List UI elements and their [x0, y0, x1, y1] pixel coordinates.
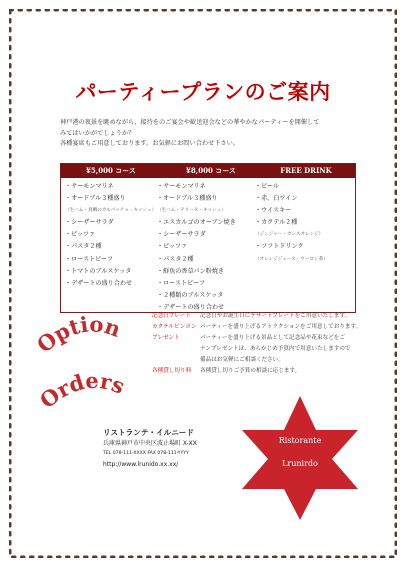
menu-item: ・サーモンマリネ	[157, 183, 206, 190]
option-list	[152, 311, 372, 377]
orders-word: Orders	[34, 367, 129, 414]
option-row	[152, 355, 372, 366]
menu-item: ・シーザーサラダ	[65, 219, 114, 227]
option-row	[152, 333, 372, 344]
shop-name: リストランテ・イルニード	[103, 428, 194, 437]
menu-item: ・パスタ２種	[157, 255, 194, 263]
intro-line: 神戸港の夜景を眺めながら、接待をのご宴会や歓送迎会などの華やかなパーティーを開催して	[60, 119, 320, 126]
menu-item-detail: （生ハム・テリーヌ・キッシュ）	[157, 208, 226, 214]
menu-item: ・エスカルゴのオーブン焼き	[157, 219, 236, 227]
menu-item: ・ピッツァ	[65, 231, 96, 239]
menu-item: ・シーザーサラダ	[157, 231, 206, 239]
shop-phone: TEL 078-111-XXXX FAX 078-111-YYYY	[103, 451, 189, 456]
option-name: プレゼント	[152, 335, 180, 341]
plan-header-course2: ¥8,000 コース	[186, 166, 236, 175]
menu-item: ・ピッツァ	[157, 243, 188, 251]
option-row	[152, 311, 372, 322]
intro-line: 各種宴席もご用意しております。お気軽にお問い合わせ下さい。	[60, 140, 239, 147]
shop-address: 兵庫県神戸市中央区波止場町 X-XX	[103, 439, 197, 447]
option-row	[152, 344, 372, 355]
course2-menu	[157, 181, 236, 314]
star-badge	[239, 393, 361, 523]
option-name: カクテルピンポン	[152, 324, 197, 330]
option-word: Option	[31, 315, 125, 358]
shop-url[interactable]: http://www.lrunido.xx.xx/	[103, 460, 179, 468]
intro-line: みてはいかがでしょうか？	[60, 129, 135, 137]
badge-line2: Lrunirdo	[282, 459, 318, 468]
plan-table-header	[61, 164, 355, 178]
drink-menu	[255, 181, 328, 266]
page-title: パーティープランのご案内	[75, 79, 331, 104]
option-row	[152, 366, 372, 377]
plan-table	[60, 163, 356, 313]
menu-item: ・ローストビーフ	[65, 255, 113, 263]
menu-item: ・オードブル３種盛り	[65, 195, 126, 203]
option-desc: パーティーを盛り上げるアトラクションをご用意しております。	[200, 324, 362, 330]
menu-item: ・２種類のブルスケッタ	[157, 291, 224, 299]
menu-item: ・ビール	[255, 183, 280, 190]
option-orders-title	[30, 315, 150, 415]
star-shape	[242, 396, 358, 520]
menu-item: ・ソフトドリンク	[255, 243, 304, 251]
plan-header-drinks: FREE DRINK	[280, 166, 332, 175]
intro-text	[60, 118, 370, 150]
menu-item-detail: （オレンジジュース・ウーロン茶）	[255, 256, 328, 262]
option-desc: 備品はお気軽にご相談ください。	[200, 357, 284, 363]
menu-item: ・鮮魚の香草パン粉焼き	[157, 267, 225, 275]
option-desc: ナンプレゼントは、あらかじめ予算内で用意いたしますので	[200, 346, 351, 352]
plan-header-course1: ¥5,000 コース	[86, 166, 136, 175]
menu-item: ・トマトのブルスケッタ	[65, 267, 132, 275]
menu-item: ・デザートの盛り合わせ	[65, 279, 133, 287]
option-desc: 記念日やお誕生日にデザートプレートをご用意いたします。	[200, 313, 351, 319]
menu-item: ・カクテル２種	[255, 219, 298, 227]
badge-line1: Ristorante	[278, 436, 322, 445]
option-desc: 各種貸し切りご予算の相談に応じます。	[200, 368, 301, 374]
menu-item: ・パスタ２種	[65, 243, 102, 251]
option-desc: パーティーを盛り上げる景品として記念品や花束などをご	[200, 335, 345, 341]
menu-item: ・サーモンマリネ	[65, 183, 114, 190]
menu-item: ・赤、白ワイン	[255, 195, 298, 203]
course1-menu	[65, 181, 156, 290]
menu-item-detail: （生ハム・真鯛のカルパッチョ・キッシュ）	[65, 208, 157, 214]
menu-item: ・ローストビーフ	[157, 279, 205, 287]
option-name: 記念日プレート	[152, 313, 191, 319]
shop-info	[103, 428, 243, 470]
menu-item: ・デザートの盛り合わせ	[157, 303, 225, 311]
option-name: 各種貸し切り料	[152, 368, 192, 374]
option-row	[152, 322, 372, 333]
menu-item: ・ウイスキー	[255, 207, 292, 215]
menu-item-detail: （ジンジャー・カシスオレンジ）	[255, 232, 324, 238]
menu-item: ・オードブル３種盛り	[157, 195, 218, 203]
